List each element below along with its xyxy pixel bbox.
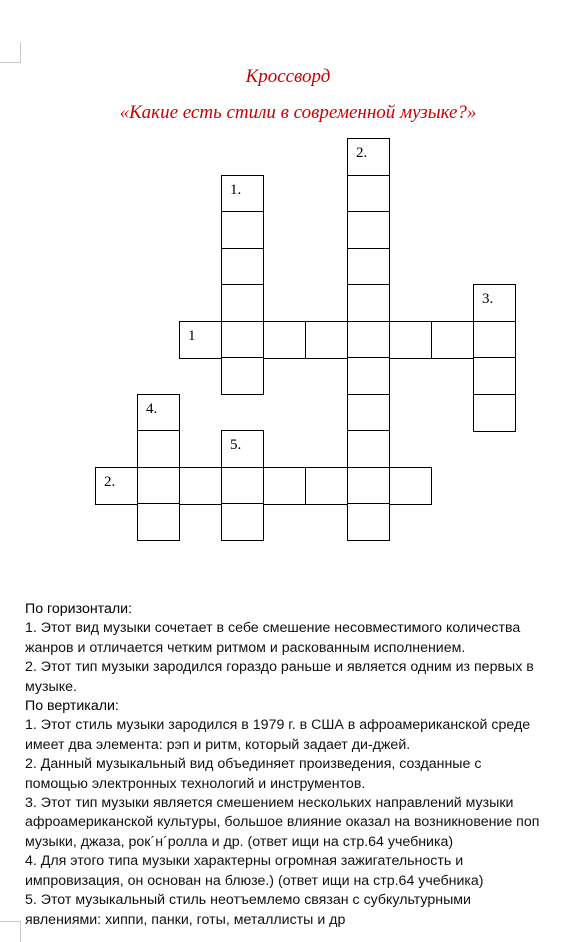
- crossword-cell[interactable]: [347, 394, 390, 432]
- page-corner-mark-bottom: [0, 921, 21, 942]
- crossword-cell[interactable]: [347, 175, 390, 213]
- crossword-cell[interactable]: [137, 430, 180, 468]
- clue-h2-line-2: музыке.: [25, 678, 77, 695]
- clue-v4-line-1: 4. Для этого типа музыки характерны огромная зажигательность и: [25, 853, 464, 870]
- crossword-cell[interactable]: [347, 211, 390, 249]
- crossword-cell[interactable]: [473, 394, 516, 432]
- clue-v3-line-1: 3. Этот тип музыки является смешением нескольких направлений музыки: [25, 795, 514, 812]
- crossword-cell[interactable]: [221, 503, 264, 541]
- crossword-cell[interactable]: [137, 394, 180, 432]
- crossword-cell[interactable]: [305, 321, 348, 359]
- crossword-cell[interactable]: [179, 321, 222, 359]
- clue-number-v5: 5.: [230, 437, 242, 453]
- crossword-cell[interactable]: [473, 357, 516, 395]
- crossword-cell[interactable]: [473, 284, 516, 322]
- crossword-cell[interactable]: [221, 321, 264, 359]
- crossword-cell[interactable]: [347, 503, 390, 541]
- crossword-cell[interactable]: [347, 430, 390, 468]
- crossword-cell[interactable]: [221, 284, 264, 322]
- crossword-cell[interactable]: [347, 138, 390, 176]
- clues-section: [25, 600, 576, 930]
- clue-h1-line-2: жанров и отличается четким ритмом и раскованным исполнением.: [25, 639, 466, 656]
- clue-h1-line-1: 1. Этот вид музыки сочетает в себе смешение несовместимого количества: [25, 620, 521, 637]
- crossword-cell[interactable]: [347, 467, 390, 505]
- crossword-cell[interactable]: [473, 321, 516, 359]
- crossword-cell[interactable]: [347, 248, 390, 286]
- crossword-cell[interactable]: [263, 467, 306, 505]
- crossword-cell[interactable]: [263, 321, 306, 359]
- clue-number-v3: 3.: [482, 291, 494, 307]
- horizontal-heading: По горизонтали:: [25, 601, 133, 617]
- crossword-cell[interactable]: [389, 467, 432, 505]
- crossword-cell[interactable]: [221, 175, 264, 213]
- clue-v1-line-2: имеет два элемента: рэп и ритм, который задает ди-джей.: [25, 736, 411, 753]
- crossword-cell[interactable]: [389, 321, 432, 359]
- crossword-cell[interactable]: [305, 467, 348, 505]
- clue-number-h1: 1: [188, 328, 196, 344]
- clue-number-v4: 4.: [146, 401, 158, 417]
- page-subtitle: «Какие есть стили в современной музыке?»: [119, 102, 477, 123]
- clue-number-v1: 1.: [230, 182, 242, 198]
- clue-number-h2: 2.: [104, 474, 116, 490]
- clue-v4-line-2: импровизация, он основан на блюзе.) (ответ ищи на стр.64 учебника): [25, 872, 484, 889]
- crossword-cell[interactable]: [431, 321, 474, 359]
- crossword-cell[interactable]: [221, 430, 264, 468]
- vertical-heading: По вертикали:: [25, 698, 119, 715]
- clue-v5-line-2: явлениями: хиппи, панки, готы, металлисты и др: [25, 911, 346, 928]
- clue-v2-line-2: помощью электронных технологий и инструментов.: [25, 775, 366, 792]
- crossword-cell[interactable]: [137, 467, 180, 505]
- clue-v3-line-3: музыки, джаза, рок´н´ролла и др. (ответ ищи на стр.64 учебника): [25, 833, 454, 850]
- clue-v3-line-2: афроамериканской культуры, большое влияние оказал на возникновение поп: [25, 814, 540, 831]
- crossword-cell[interactable]: [179, 467, 222, 505]
- crossword-cell[interactable]: [347, 357, 390, 395]
- crossword-cell[interactable]: [221, 357, 264, 395]
- clue-v2-line-1: 2. Данный музыкальный вид объединяет произведения, созданные с: [25, 756, 482, 773]
- page-title: Кроссворд: [245, 66, 331, 87]
- clue-v1-line-1: 1. Этот стиль музыки зародился в 1979 г. в США в афроамериканской среде: [25, 717, 531, 734]
- page-corner-mark-top: [0, 42, 21, 63]
- crossword-cell[interactable]: [221, 211, 264, 249]
- crossword-cell[interactable]: [347, 284, 390, 322]
- crossword-cell[interactable]: [221, 248, 264, 286]
- clue-v5-line-1: 5. Этот музыкальный стиль неотъемлемо связан с субкультурными: [25, 892, 471, 909]
- crossword-cell[interactable]: [347, 321, 390, 359]
- crossword-cell[interactable]: [137, 503, 180, 541]
- clue-h2-line-1: 2. Этот тип музыки зародился гораздо раньше и является одним из первых в: [25, 659, 534, 676]
- crossword-cell[interactable]: [221, 467, 264, 505]
- crossword-cell[interactable]: [95, 467, 138, 505]
- clue-number-v2: 2.: [356, 145, 368, 161]
